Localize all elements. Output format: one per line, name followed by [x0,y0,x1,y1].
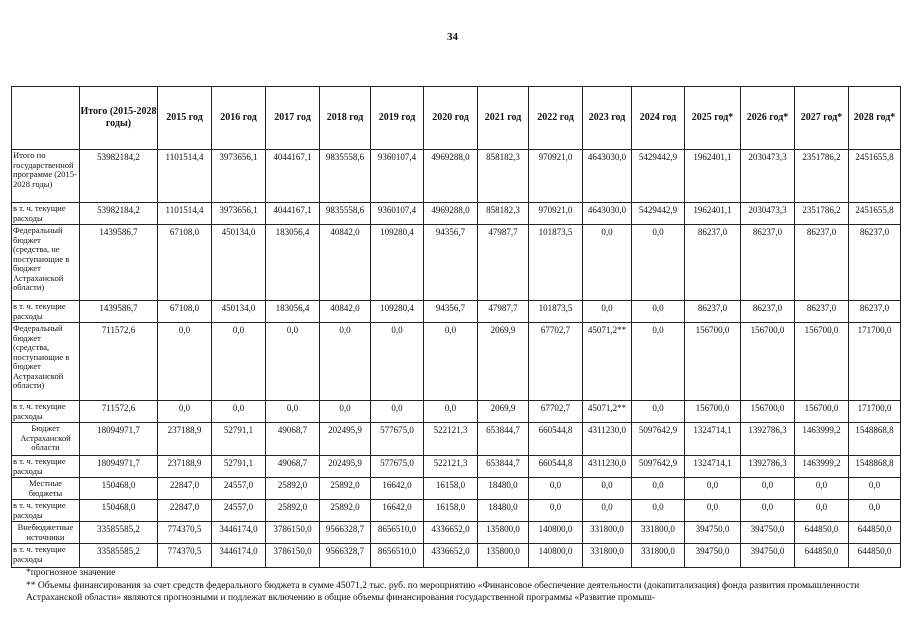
table-cell: 86237,0 [849,301,901,323]
table-cell: 1101514,4 [158,203,212,225]
table-cell: 0,0 [212,323,266,401]
table-cell: 0,0 [849,500,901,522]
table-row [12,478,901,500]
table-cell: 24557,0 [212,500,266,522]
table-cell: 0,0 [529,478,583,500]
header-cell-year: 2024 год [632,87,685,150]
table-cell: 101873,5 [529,301,583,323]
table-cell: 16158,0 [424,478,478,500]
header-cell [12,87,80,150]
table-cell: 5097642,9 [632,456,685,478]
table-cell: 0,0 [795,478,849,500]
table-cell: 0,0 [583,500,632,522]
header-cell-year: 2027 год* [795,87,849,150]
table-cell: 0,0 [632,323,685,401]
table-cell: 0,0 [158,323,212,401]
table-cell: 858182,3 [478,150,529,203]
row-label: в т. ч. текущие расходы [12,203,80,225]
table-cell: 644850,0 [849,544,901,568]
row-label: Итого по государственной программе (2015-2028 годы) [12,150,80,203]
table-cell: 1439586,7 [80,301,158,323]
header-cell-year: 2017 год [266,87,320,150]
table-cell: 394750,0 [741,522,795,544]
table-cell: 9835558,6 [320,150,371,203]
row-label: в т. ч. текущие расходы [12,500,80,522]
table-cell: 45071,2** [583,323,632,401]
table-cell: 1463999,2 [795,456,849,478]
table-cell: 47987,7 [478,301,529,323]
table-cell: 522121,3 [424,456,478,478]
table-cell: 331800,0 [583,544,632,568]
table-cell: 0,0 [685,478,741,500]
table-cell: 653844,7 [478,456,529,478]
table-cell: 450134,0 [212,225,266,301]
table-cell: 18094971,7 [80,456,158,478]
table-cell: 450134,0 [212,301,266,323]
row-label: Федеральный бюджет (средства, поступающие в бюджет Астраханской области) [12,323,80,401]
table-cell: 0,0 [320,323,371,401]
table-cell: 858182,3 [478,203,529,225]
table-cell: 150468,0 [80,478,158,500]
table-cell: 40842,0 [320,225,371,301]
table-cell: 660544,8 [529,423,583,456]
table-cell: 52791,1 [212,456,266,478]
table-cell: 4311230,0 [583,423,632,456]
table-cell: 2069,9 [478,401,529,423]
table-cell: 5097642,9 [632,423,685,456]
table-cell: 18480,0 [478,478,529,500]
table-cell: 774370,5 [158,522,212,544]
table-cell: 0,0 [266,401,320,423]
table-cell: 1962401,1 [685,150,741,203]
table-cell: 394750,0 [685,522,741,544]
table-cell: 109280,4 [371,301,424,323]
table-cell: 47987,7 [478,225,529,301]
table-cell: 202495,9 [320,456,371,478]
table-cell: 0,0 [685,500,741,522]
table-cell: 156700,0 [685,323,741,401]
table-cell: 22847,0 [158,500,212,522]
table-row [12,423,901,456]
table-cell: 970921,0 [529,150,583,203]
table-cell: 40842,0 [320,301,371,323]
page-number: 34 [447,31,458,43]
table-cell: 52791,1 [212,423,266,456]
table-row [12,225,901,301]
table-cell: 0,0 [371,323,424,401]
row-label: Внебюджетные источники [12,522,80,544]
table-cell: 4969288,0 [424,150,478,203]
table-cell: 9835558,6 [320,203,371,225]
footnotes [26,567,886,605]
table-cell: 0,0 [371,401,424,423]
table-cell: 1392786,3 [741,456,795,478]
table-cell: 9360107,4 [371,203,424,225]
table-cell: 4044167,1 [266,150,320,203]
table-cell: 86237,0 [795,225,849,301]
table-cell: 644850,0 [849,522,901,544]
table-cell: 5429442,9 [632,150,685,203]
table-cell: 135800,0 [478,544,529,568]
table-cell: 2451655,8 [849,203,901,225]
table-cell: 711572,6 [80,401,158,423]
header-cell-year: 2026 год* [741,87,795,150]
table-cell: 0,0 [583,301,632,323]
table-cell: 0,0 [632,301,685,323]
header-cell-year: 2015 год [158,87,212,150]
table-cell: 2451655,8 [849,150,901,203]
table-cell: 4311230,0 [583,456,632,478]
table-cell: 0,0 [158,401,212,423]
table-cell: 22847,0 [158,478,212,500]
table-cell: 0,0 [583,478,632,500]
financing-table-container [11,86,901,568]
table-cell: 9566328,7 [320,522,371,544]
table-cell: 45071,2** [583,401,632,423]
table-cell: 0,0 [320,401,371,423]
table-cell: 0,0 [424,401,478,423]
table-cell: 0,0 [632,500,685,522]
table-row [12,203,901,225]
table-row [12,500,901,522]
table-cell: 3446174,0 [212,544,266,568]
table-cell: 16158,0 [424,500,478,522]
table-cell: 1548868,8 [849,456,901,478]
table-cell: 16642,0 [371,478,424,500]
table-cell: 0,0 [266,323,320,401]
table-cell: 2351786,2 [795,150,849,203]
table-cell: 25892,0 [320,478,371,500]
header-cell-year: 2023 год [583,87,632,150]
table-cell: 0,0 [632,478,685,500]
footnote-forecast: *прогнозное значение [26,568,116,578]
table-cell: 4336652,0 [424,522,478,544]
table-cell: 1101514,4 [158,150,212,203]
table-cell: 653844,7 [478,423,529,456]
row-label: в т. ч. текущие расходы [12,456,80,478]
table-cell: 1548868,8 [849,423,901,456]
table-cell: 24557,0 [212,478,266,500]
table-header-row [12,87,901,150]
table-cell: 171700,0 [849,401,901,423]
table-cell: 2069,9 [478,323,529,401]
table-cell: 4044167,1 [266,203,320,225]
table-cell: 1324714,1 [685,423,741,456]
table-row [12,401,901,423]
table-cell: 16642,0 [371,500,424,522]
table-cell: 9566328,7 [320,544,371,568]
table-cell: 9360107,4 [371,150,424,203]
table-cell: 3446174,0 [212,522,266,544]
table-cell: 156700,0 [795,401,849,423]
table-cell: 0,0 [632,225,685,301]
table-cell: 0,0 [795,500,849,522]
table-cell: 109280,4 [371,225,424,301]
table-cell: 4643030,0 [583,150,632,203]
table-cell: 1463999,2 [795,423,849,456]
table-cell: 0,0 [212,401,266,423]
table-cell: 86237,0 [741,225,795,301]
table-cell: 25892,0 [266,500,320,522]
table-cell: 237188,9 [158,423,212,456]
table-cell: 25892,0 [320,500,371,522]
table-cell: 4643030,0 [583,203,632,225]
table-cell: 1439586,7 [80,225,158,301]
table-cell: 331800,0 [583,522,632,544]
table-cell: 1962401,1 [685,203,741,225]
table-cell: 101873,5 [529,225,583,301]
table-cell: 94356,7 [424,301,478,323]
table-cell: 4969288,0 [424,203,478,225]
header-cell-year: 2018 год [320,87,371,150]
table-cell: 86237,0 [741,301,795,323]
table-cell: 156700,0 [795,323,849,401]
table-cell: 0,0 [849,478,901,500]
table-cell: 577675,0 [371,423,424,456]
table-cell: 53982184,2 [80,150,158,203]
table-cell: 331800,0 [632,522,685,544]
table-cell: 774370,5 [158,544,212,568]
table-cell: 1392786,3 [741,423,795,456]
table-cell: 331800,0 [632,544,685,568]
row-label: Местные бюджеты [12,478,80,500]
header-cell-year: 2020 год [424,87,478,150]
table-cell: 0,0 [424,323,478,401]
table-row [12,522,901,544]
header-cell-total: Итого (2015-2028 годы) [80,87,158,150]
table-cell: 711572,6 [80,323,158,401]
row-label: Федеральный бюджет (средства, не поступающие в бюджет Астраханской области) [12,225,80,301]
table-cell: 18480,0 [478,500,529,522]
table-cell: 86237,0 [685,225,741,301]
row-label: в т. ч. текущие расходы [12,544,80,568]
table-cell: 644850,0 [795,522,849,544]
header-cell-year: 2022 год [529,87,583,150]
financing-table [11,86,901,568]
table-cell: 4336652,0 [424,544,478,568]
footnote-federal-funding: ** Объемы финансирования за счет средств федерального бюджета в сумме 45071,2 тыс. руб. по мероприятию «Финансовое обеспечение деятельности (докапитализация) фонда развития промышленности Астраханской области» являются прогнозными и подлежат включению в общие объемы финансирования государственной программы «Развитие промыш- [26,580,860,603]
table-row [12,150,901,203]
table-cell: 8656510,0 [371,522,424,544]
table-cell: 86237,0 [685,301,741,323]
table-cell: 135800,0 [478,522,529,544]
table-cell: 0,0 [632,401,685,423]
table-cell: 183056,4 [266,301,320,323]
table-cell: 86237,0 [795,301,849,323]
table-cell: 67108,0 [158,301,212,323]
row-label: в т. ч. текущие расходы [12,301,80,323]
header-cell-year: 2021 год [478,87,529,150]
table-cell: 156700,0 [685,401,741,423]
table-cell: 3973656,1 [212,203,266,225]
table-row [12,544,901,568]
table-cell: 18094971,7 [80,423,158,456]
table-cell: 970921,0 [529,203,583,225]
table-cell: 2030473,3 [741,203,795,225]
table-cell: 94356,7 [424,225,478,301]
table-cell: 156700,0 [741,401,795,423]
header-cell-year: 2016 год [212,87,266,150]
table-cell: 86237,0 [849,225,901,301]
table-cell: 0,0 [529,500,583,522]
table-row [12,456,901,478]
table-cell: 67108,0 [158,225,212,301]
table-cell: 522121,3 [424,423,478,456]
table-cell: 140800,0 [529,522,583,544]
table-cell: 3973656,1 [212,150,266,203]
table-cell: 8656510,0 [371,544,424,568]
table-cell: 202495,9 [320,423,371,456]
table-cell: 140800,0 [529,544,583,568]
table-cell: 0,0 [741,500,795,522]
row-label: в т. ч. текущие расходы [12,401,80,423]
table-cell: 237188,9 [158,456,212,478]
header-cell-year: 2025 год* [685,87,741,150]
table-cell: 33585585,2 [80,522,158,544]
table-cell: 150468,0 [80,500,158,522]
table-cell: 53982184,2 [80,203,158,225]
table-cell: 49068,7 [266,423,320,456]
table-cell: 394750,0 [741,544,795,568]
table-cell: 183056,4 [266,225,320,301]
table-body [12,150,901,568]
table-cell: 577675,0 [371,456,424,478]
row-label: Бюджет Астраханской области [12,423,80,456]
table-cell: 1324714,1 [685,456,741,478]
header-cell-year: 2019 год [371,87,424,150]
table-cell: 644850,0 [795,544,849,568]
table-cell: 3786150,0 [266,522,320,544]
table-cell: 660544,8 [529,456,583,478]
table-cell: 2030473,3 [741,150,795,203]
table-row [12,323,901,401]
table-cell: 49068,7 [266,456,320,478]
table-cell: 67702,7 [529,401,583,423]
table-cell: 3786150,0 [266,544,320,568]
table-cell: 394750,0 [685,544,741,568]
table-cell: 33585585,2 [80,544,158,568]
table-cell: 5429442,9 [632,203,685,225]
table-cell: 171700,0 [849,323,901,401]
table-cell: 0,0 [583,225,632,301]
table-cell: 2351786,2 [795,203,849,225]
header-cell-year: 2028 год* [849,87,901,150]
table-cell: 67702,7 [529,323,583,401]
table-cell: 25892,0 [266,478,320,500]
table-cell: 0,0 [741,478,795,500]
table-cell: 156700,0 [741,323,795,401]
table-row [12,301,901,323]
